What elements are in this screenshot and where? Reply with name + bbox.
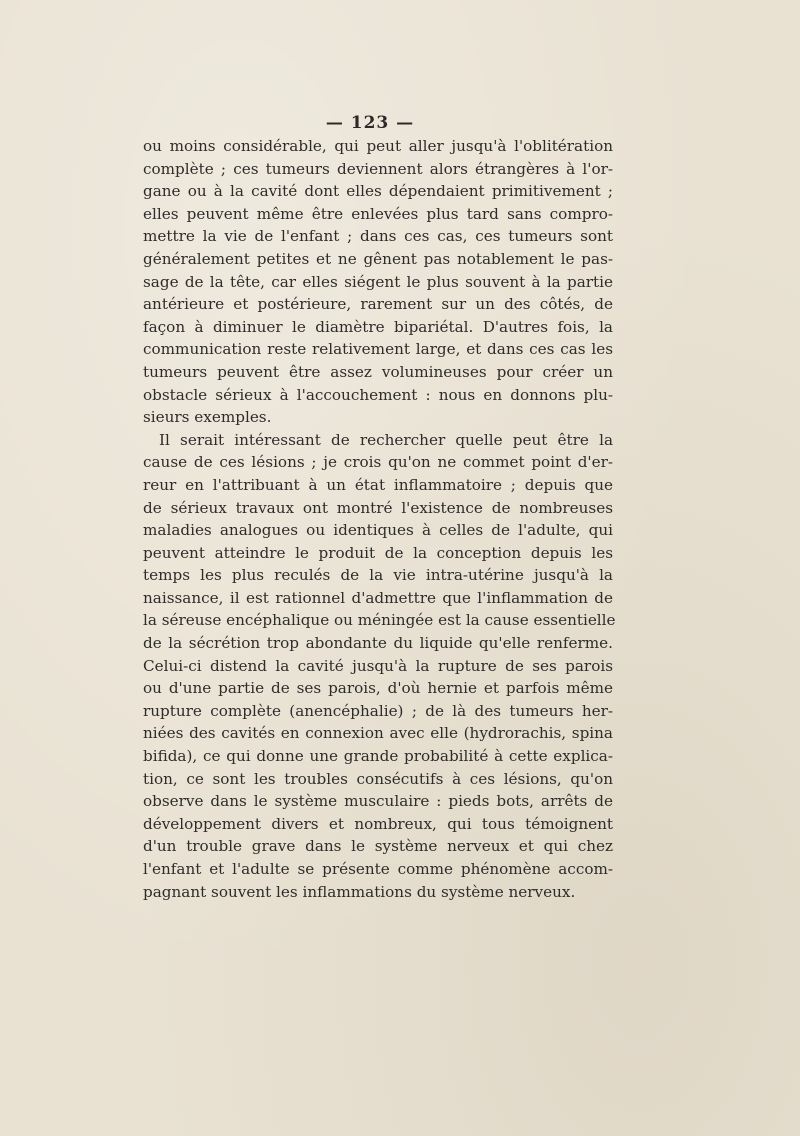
text-line: gane ou à la cavité dont elles dépendaient primitivement ;: [143, 182, 613, 201]
text-line: ou d'une partie de ses parois, d'où hernie et parfois même: [143, 679, 613, 698]
text-line: d'un trouble grave dans le système nerveux et qui chez: [143, 837, 613, 856]
text-line: tion, ce sont les troubles consécutifs à ces lésions, qu'on: [143, 769, 613, 788]
text-line: mettre la vie de l'enfant ; dans ces cas, ces tumeurs sont: [143, 227, 613, 246]
text-line: développement divers et nombreux, qui tous témoignent: [143, 814, 613, 833]
paragraph-first-line: Il serait intéressant de rechercher quelle peut être la: [159, 430, 613, 449]
text-line: tumeurs peuvent être assez volumineuses pour créer un: [143, 362, 613, 381]
text-line: la séreuse encéphalique ou méningée est la cause essentielle: [143, 611, 616, 630]
text-line: bifida), ce qui donne une grande probabilité à cette explica-: [143, 747, 613, 766]
text-line: communication reste relativement large, et dans ces cas les: [143, 340, 613, 359]
text-line: cause de ces lésions ; je crois qu'on ne commet point d'er-: [143, 453, 613, 472]
text-line: rupture complète (anencéphalie) ; de là des tumeurs her-: [143, 701, 613, 720]
text-line: peuvent atteindre le produit de la conception depuis les: [143, 543, 613, 562]
text-line: l'enfant et l'adulte se présente comme phénomène accom-: [143, 860, 613, 878]
text-line: sage de la tête, car elles siégent le plus souvent à la partie: [143, 272, 613, 291]
text-line: reur en l'attribuant à un état inflammatoire ; depuis que: [143, 475, 613, 494]
text-line: de sérieux travaux ont montré l'existence de nombreuses: [143, 498, 613, 517]
text-line: naissance, il est rationnel d'admettre que l'inflammation de: [143, 588, 613, 607]
text-line: de la sécrétion trop abondante du liquide qu'elle renferme.: [143, 634, 613, 653]
text-line: maladies analogues ou identiques à celles de l'adulte, qui: [143, 521, 613, 540]
text-line: obstacle sérieux à l'accouchement : nous en donnons plu-: [143, 385, 613, 404]
text-line: niées des cavités en connexion avec elle (hydrorachis, spina: [143, 724, 613, 743]
page-number: — 123 —: [325, 113, 415, 133]
text-line: ou moins considérable, qui peut aller jusqu'à l'oblitération: [143, 137, 613, 155]
text-line: généralement petites et ne gênent pas notablement le pas-: [143, 249, 613, 268]
text-line: sieurs exemples.: [143, 408, 272, 427]
text-line: elles peuvent même être enlevées plus tard sans compro-: [143, 204, 613, 223]
text-line: antérieure et postérieure, rarement sur un des côtés, de: [143, 295, 613, 314]
text-line: complète ; ces tumeurs deviennent alors étrangères à l'or-: [143, 159, 613, 178]
body-text: [143, 135, 616, 903]
text-line: Celui-ci distend la cavité jusqu'à la rupture de ses parois: [143, 656, 613, 675]
text-line: temps les plus reculés de la vie intra-utérine jusqu'à la: [143, 566, 613, 585]
text-line: pagnant souvent les inflammations du système nerveux.: [143, 882, 576, 901]
text-line: observe dans le système musculaire : pieds bots, arrêts de: [143, 792, 613, 811]
text-line: façon à diminuer le diamètre bipariétal. D'autres fois, la: [143, 317, 613, 336]
